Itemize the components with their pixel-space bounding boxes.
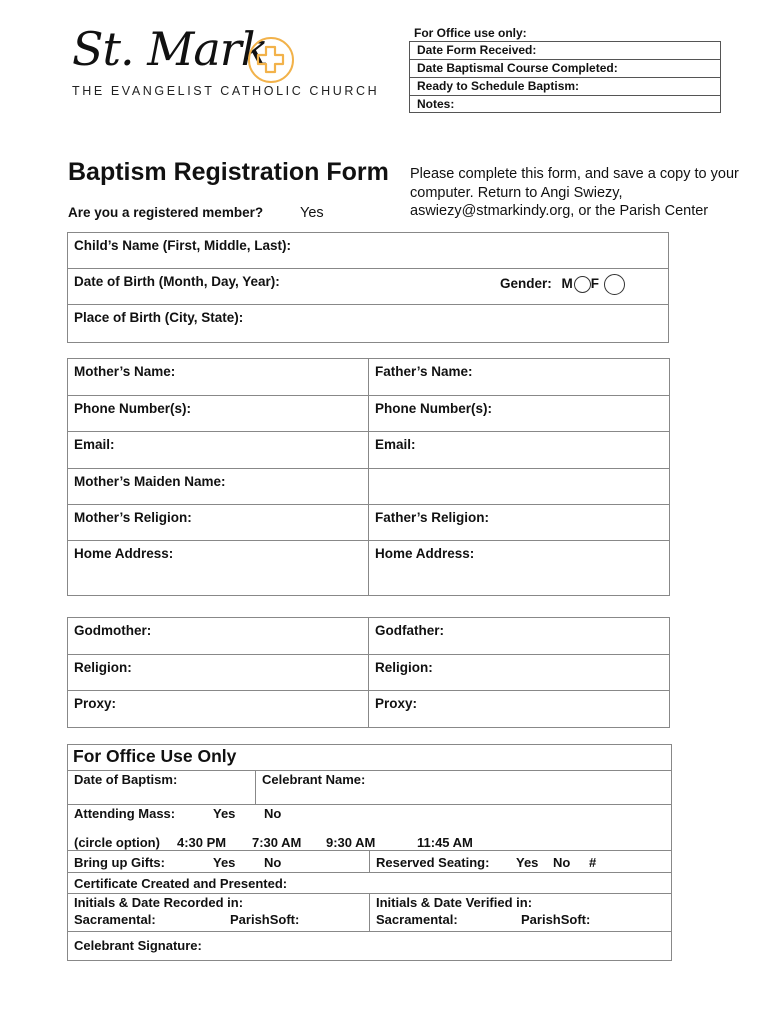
mass-time-730am[interactable]: 7:30 AM	[252, 835, 302, 850]
godmother-religion-field[interactable]	[68, 655, 369, 691]
circle-option-label: (circle option)	[74, 835, 160, 850]
father-email-label: Email:	[375, 437, 416, 452]
empty-cell	[369, 469, 670, 505]
gender-group	[500, 274, 625, 295]
attending-mass-label: Attending Mass:	[74, 806, 176, 821]
father-religion-field[interactable]	[369, 505, 670, 541]
father-name-field[interactable]	[369, 359, 670, 396]
father-name-label: Father’s Name:	[375, 364, 473, 379]
initials-recorded-label: Initials & Date Recorded in:	[74, 895, 244, 910]
mass-time-1145am[interactable]: 11:45 AM	[417, 835, 473, 850]
mother-email-label: Email:	[74, 437, 115, 452]
recorded-parishsoft-label[interactable]: ParishSoft:	[230, 912, 300, 927]
child-pob-field[interactable]	[68, 305, 669, 343]
instructions-text: Please complete this form, and save a copy to your computer. Return to Angi Swiezy, aswiezy@stmarkindy.org, or the Parish Center	[410, 166, 739, 219]
father-address-label: Home Address:	[375, 546, 475, 561]
child-dob-label: Date of Birth (Month, Day, Year):	[74, 274, 280, 289]
bring-gifts-label: Bring up Gifts:	[74, 855, 165, 870]
divider	[67, 931, 672, 932]
mother-name-field[interactable]	[68, 359, 369, 396]
attending-mass-no[interactable]: No	[264, 806, 282, 821]
bring-gifts-yes[interactable]: Yes	[213, 855, 236, 870]
child-pob-label: Place of Birth (City, State):	[74, 310, 244, 325]
office-row-date-received[interactable]: Date Form Received:	[410, 42, 720, 60]
recorded-sacramental-label[interactable]: Sacramental:	[74, 912, 156, 927]
father-address-field[interactable]	[369, 541, 670, 596]
divider	[67, 872, 672, 873]
verified-parishsoft-label[interactable]: ParishSoft:	[521, 912, 591, 927]
mother-religion-field[interactable]	[68, 505, 369, 541]
godfather-label: Godfather:	[375, 623, 444, 638]
office-row-ready-to-schedule[interactable]: Ready to Schedule Baptism:	[410, 78, 720, 96]
mother-religion-label: Mother’s Religion:	[74, 510, 192, 525]
divider	[67, 804, 672, 805]
father-email-field[interactable]	[369, 432, 670, 469]
logo-wordmark: St. Mark	[72, 22, 268, 76]
godfather-field[interactable]	[369, 618, 670, 655]
verified-sacramental-label[interactable]: Sacramental:	[376, 912, 458, 927]
parents-table	[67, 358, 670, 596]
father-phone-label: Phone Number(s):	[375, 401, 493, 416]
father-phone-field[interactable]	[369, 396, 670, 432]
registered-member-question: Are you a registered member?	[68, 205, 264, 220]
mother-phone-field[interactable]	[68, 396, 369, 432]
initials-verified-label: Initials & Date Verified in:	[376, 895, 533, 910]
logo-subtitle: THE EVANGELIST CATHOLIC CHURCH	[72, 84, 380, 98]
celebrant-name-label[interactable]: Celebrant Name:	[262, 772, 366, 787]
godfather-proxy-label: Proxy:	[375, 696, 418, 711]
father-religion-label: Father’s Religion:	[375, 510, 490, 525]
logo-cross-icon	[248, 37, 294, 83]
mother-phone-label: Phone Number(s):	[74, 401, 192, 416]
godfather-proxy-field[interactable]	[369, 691, 670, 728]
godmother-proxy-label: Proxy:	[74, 696, 117, 711]
mass-time-930am[interactable]: 9:30 AM	[326, 835, 376, 850]
office-use-box	[409, 41, 721, 113]
reserved-seating-number[interactable]: #	[589, 855, 597, 870]
office-use-heading: For Office use only:	[414, 26, 527, 40]
divider	[255, 770, 256, 804]
attending-mass-yes[interactable]: Yes	[213, 806, 236, 821]
bring-gifts-no[interactable]: No	[264, 855, 282, 870]
page-title: Baptism Registration Form	[68, 158, 389, 186]
divider	[369, 850, 370, 872]
gender-m-label: M	[561, 276, 573, 292]
mother-email-field[interactable]	[68, 432, 369, 469]
godfather-religion-field[interactable]	[369, 655, 670, 691]
godparents-table	[67, 617, 670, 728]
gender-m-radio[interactable]	[574, 276, 591, 293]
mother-maiden-label: Mother’s Maiden Name:	[74, 474, 226, 489]
office-row-course-completed[interactable]: Date Baptismal Course Completed:	[410, 60, 720, 78]
child-dob-field[interactable]	[68, 269, 669, 305]
gender-f-label: F	[590, 276, 600, 292]
office-row-notes[interactable]: Notes:	[417, 97, 455, 111]
child-name-label: Child’s Name (First, Middle, Last):	[74, 238, 292, 253]
child-name-field[interactable]	[68, 233, 669, 269]
mother-name-label: Mother’s Name:	[74, 364, 176, 379]
mass-time-430pm[interactable]: 4:30 PM	[177, 835, 227, 850]
godmother-religion-label: Religion:	[74, 660, 132, 675]
mother-address-label: Home Address:	[74, 546, 174, 561]
godmother-proxy-field[interactable]	[68, 691, 369, 728]
godfather-religion-label: Religion:	[375, 660, 433, 675]
reserved-seating-no[interactable]: No	[553, 855, 571, 870]
celebrant-signature-label[interactable]: Celebrant Signature:	[74, 938, 202, 953]
mother-address-field[interactable]	[68, 541, 369, 596]
certificate-label[interactable]: Certificate Created and Presented:	[74, 876, 288, 891]
divider	[369, 893, 370, 931]
office-use-bottom-title: For Office Use Only	[73, 746, 237, 766]
godmother-label: Godmother:	[74, 623, 152, 638]
child-info-table	[67, 232, 669, 343]
registered-member-answer[interactable]: Yes	[300, 205, 324, 221]
divider	[67, 770, 672, 771]
reserved-seating-yes[interactable]: Yes	[516, 855, 539, 870]
gender-f-radio[interactable]	[604, 274, 625, 295]
gender-label: Gender:	[500, 276, 552, 292]
godmother-field[interactable]	[68, 618, 369, 655]
reserved-seating-label: Reserved Seating:	[376, 855, 490, 870]
mother-maiden-field[interactable]	[68, 469, 369, 505]
date-of-baptism-label[interactable]: Date of Baptism:	[74, 772, 178, 787]
